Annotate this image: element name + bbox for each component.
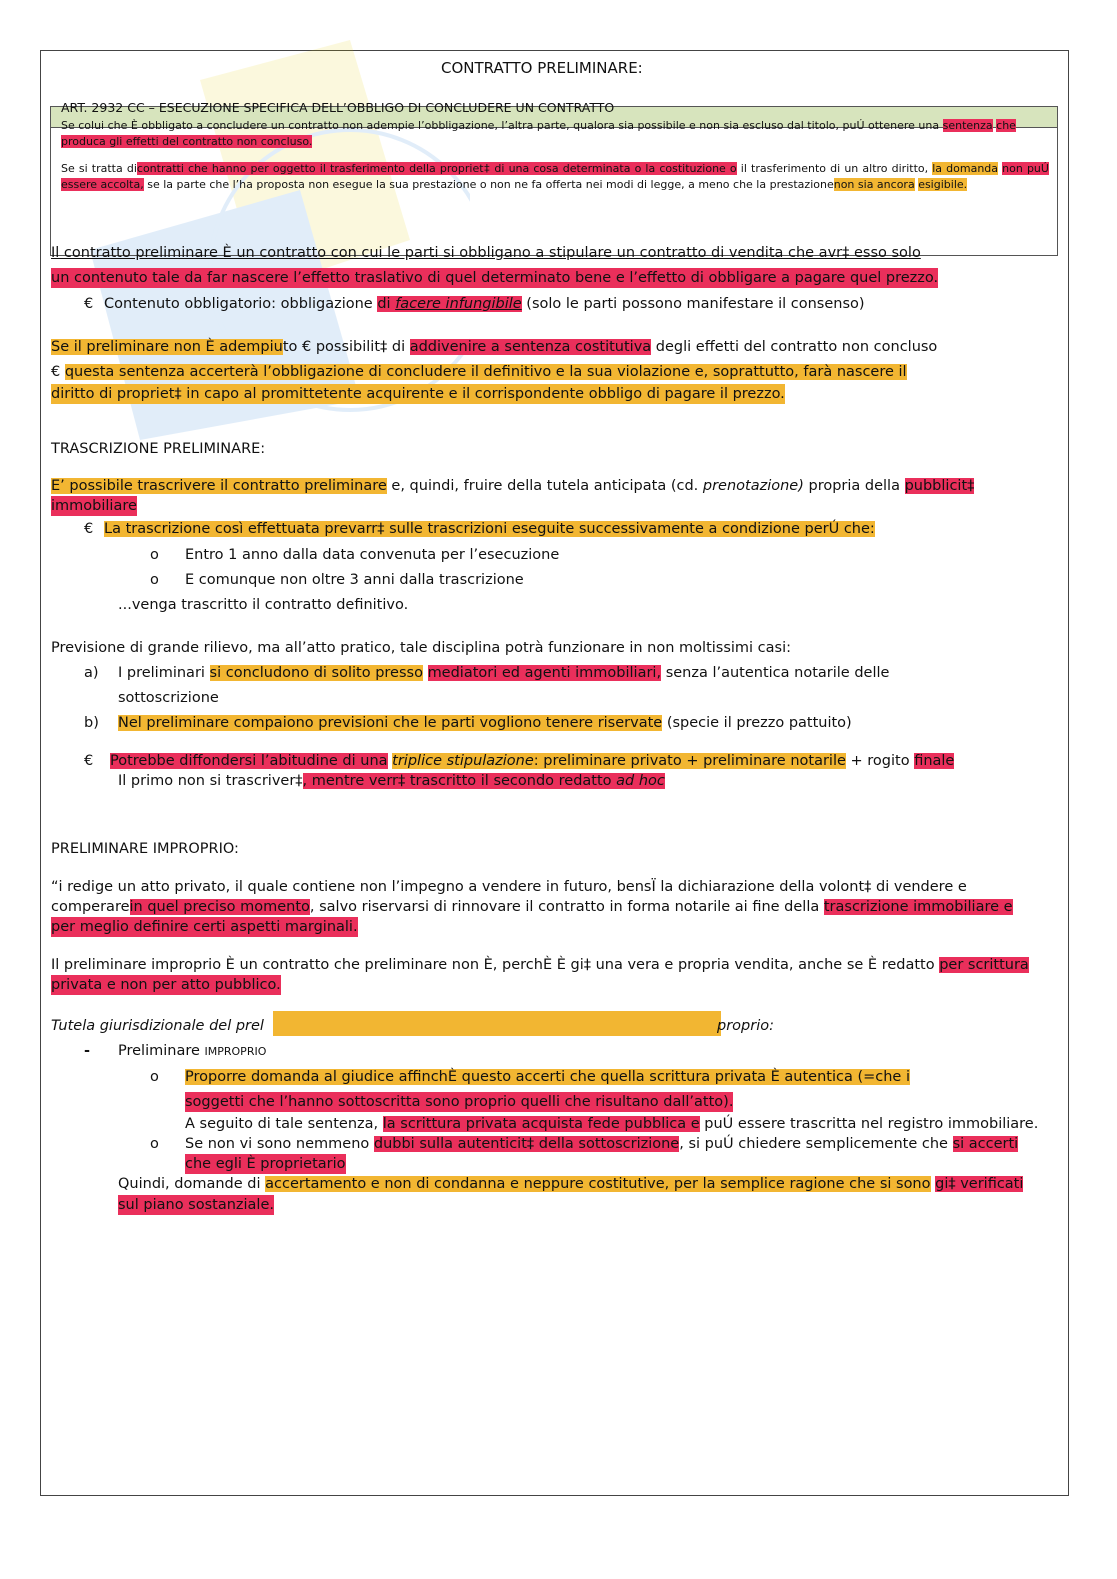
improprio-heading: PRELIMINARE IMPROPRIO: <box>51 841 239 857</box>
improprio-sub-1 <box>150 1067 910 1087</box>
art-p2-highlight: contratti che hanno per oggetto il trasferimento della propriet‡ di una cosa determinata o la costituzione o <box>136 162 737 175</box>
article-paragraph-2 <box>61 161 1049 193</box>
article-paragraph-1 <box>61 118 1049 150</box>
trascrizione-after: ...venga trascritto il contratto definitivo. <box>118 597 409 613</box>
trascrizione-italic: prenotazione) <box>702 478 804 494</box>
circle-bullet-icon: o <box>150 547 159 563</box>
adempimento-line-3: diritto di propriet‡ in capo al promittetente acquirente e il corrispondente obbligo di pagare il prezzo. <box>51 386 785 402</box>
previsione-c <box>84 751 954 771</box>
previsione-a-text-2: senza l’autentica notarile delle <box>665 665 890 681</box>
art-p1-highlight-2: che produca gli effetti del contratto non concluso. <box>61 119 1016 148</box>
improprio-p1-l1: “i redige un atto privato, il quale contiene non l’impegno a vendere in futuro, bensÏ la dichiarazione della volont‡ di vendere e <box>51 879 967 895</box>
quindi-highlight-2: gi‡ verificati <box>935 1176 1024 1192</box>
adempimento-highlight-2: addivenire a sentenza costitutiva <box>409 339 652 355</box>
art-p2-highlight-5: esigibile. <box>918 178 968 191</box>
previsione-d-italic: ad hoc <box>616 773 665 789</box>
trascrizione-sub-2-text: E comunque non oltre 3 anni dalla trascrizione <box>185 572 524 588</box>
adempimento-line-2 <box>51 362 907 382</box>
previsione-d <box>118 771 665 791</box>
improprio-sub-1-highlight-2: la scrittura privata acquista fede pubblica e <box>382 1116 700 1132</box>
improprio-sub-1-text-2: puÚ essere trascritta nel registro immobiliare. <box>704 1116 1039 1132</box>
art-p2-highlight-4: non sia ancora <box>833 178 915 191</box>
improprio-p2-highlight: per scrittura <box>939 957 1029 973</box>
quindi-line-1 <box>118 1174 1023 1194</box>
euro-bullet-icon-3: € <box>84 521 94 537</box>
quindi-highlight-1: accertamento e non di condanna e neppure costitutive, per la semplice ragione che si sono <box>265 1176 931 1192</box>
euro-bullet-icon-4: € <box>84 753 94 769</box>
quindi-text: Quindi, domande di <box>118 1176 261 1192</box>
previsione-c-italic: triplice stipulazione <box>392 753 534 769</box>
adempimento-line-1 <box>51 337 937 357</box>
previsione-a-label: a) <box>84 665 99 681</box>
adempimento-highlight-1: Se il preliminare non È adempiu <box>51 339 283 355</box>
improprio-sub-1-l2: soggetti che l’hanno sottoscritta sono proprio quelli che risultano dall’atto). <box>185 1094 734 1110</box>
art-p2-text-2: il trasferimento di un altro diritto, <box>740 162 929 175</box>
previsione-d-highlight-text: , mentre verr‡ trascritto il secondo redatto <box>302 773 612 789</box>
trascrizione-line-2: immobiliare <box>51 498 137 514</box>
previsione-a-text-1: I preliminari <box>118 665 205 681</box>
previsione-b-highlight: Nel preliminare compaiono previsioni che le parti vogliono tenere riservate <box>118 715 663 731</box>
improprio-p1-highlight-2: trascrizione immobiliare e <box>823 899 1013 915</box>
intro-bullet-tail: (solo le parti possono manifestare il consenso) <box>526 296 865 312</box>
improprio-sub-2 <box>150 1134 1018 1154</box>
trascrizione-sub-1-text: Entro 1 anno dalla data convenuta per l’esecuzione <box>185 547 560 563</box>
improprio-sub-1-highlight: Proporre domanda al giudice affinchÈ questo accerti che quella scrittura privata È autentica (=che i <box>185 1069 910 1085</box>
improprio-item-small: IMPROPRIO <box>204 1045 267 1058</box>
improprio-sub-2-text-2: , si puÚ chiedere semplicemente che <box>679 1136 948 1152</box>
tutela-text: Tutela giurisdizionale del prel <box>51 1018 264 1034</box>
art-p2-text: Se si tratta di <box>61 162 137 175</box>
tutela-line <box>51 1016 264 1036</box>
previsione-d-highlight <box>303 773 665 789</box>
trascrizione-sub-2 <box>150 570 524 590</box>
trascrizione-text-2: propria della <box>808 478 900 494</box>
intro-line-2: un contenuto tale da far nascere l’effetto traslativo di quel determinato bene e l’effetto di obbligare a pagare quel prezzo. <box>51 270 939 286</box>
improprio-sub-2-text: Se non vi sono nemmeno <box>185 1136 370 1152</box>
adempimento-text-2: degli effetti del contratto non concluso <box>655 339 938 355</box>
improprio-sub-1-text: A seguito di tale sentenza, <box>185 1116 379 1132</box>
trascrizione-bullet-highlight: La trascrizione così effettuata prevarr‡ sulle trascrizioni eseguite successivamente a condizione perÚ che: <box>104 521 875 537</box>
previsione-c-text: : preliminare privato + preliminare notarile <box>533 753 846 769</box>
previsione-intro: Previsione di grande rilievo, ma all’atto pratico, tale disciplina potrà funzionare in non moltissimi casi: <box>51 640 792 656</box>
trascrizione-line-1 <box>51 476 974 496</box>
improprio-item <box>84 1041 266 1062</box>
euro-bullet-icon-2: € <box>51 364 61 380</box>
circle-bullet-icon-4: o <box>150 1136 159 1152</box>
previsione-a-cont: sottoscrizione <box>118 690 219 706</box>
art-p2-highlight-2: la domanda <box>932 162 999 175</box>
previsione-c-text-2: + rogito <box>850 753 910 769</box>
intro-bullet-italic: facere infungibile <box>395 296 522 312</box>
previsione-b-label: b) <box>84 715 99 731</box>
redaction-bar <box>273 1011 721 1036</box>
improprio-p1-text-2: , salvo riservarsi di rinnovare il contratto in forma notarile ai fine della <box>309 899 820 915</box>
previsione-c-highlight-1: Potrebbe diffondersi l’abitudine di una <box>110 753 388 769</box>
previsione-a-highlight-2: mediatori ed agenti immobiliari, <box>427 665 662 681</box>
improprio-p1-l3: per meglio definire certi aspetti marginali. <box>51 919 358 935</box>
intro-bullet-di: di <box>377 296 391 312</box>
previsione-d-text: Il primo non si trascriver‡ <box>118 773 303 789</box>
previsione-c-highlight-2 <box>392 753 846 769</box>
improprio-sub-1-l3 <box>185 1114 1038 1134</box>
circle-bullet-icon-3: o <box>150 1069 159 1085</box>
trascrizione-heading: TRASCRIZIONE PRELIMINARE: <box>51 441 266 457</box>
improprio-p1-highlight-1: in quel preciso momento <box>129 899 310 915</box>
adempimento-highlight-3: questa sentenza accerterà l’obbligazione di concludere il definitivo e la sua violazione e, soprattutto, farà nascere il <box>64 364 907 380</box>
circle-bullet-icon-2: o <box>150 572 159 588</box>
art-p2-text-3: se la parte che l’ha proposta non esegue la sua prestazione o non ne fa offerta nei modi di legge, a meno che la prestazione <box>147 178 834 191</box>
adempimento-text-1: to € possibilit‡ di <box>282 339 406 355</box>
art-p1-highlight: sentenza <box>942 119 993 132</box>
trascrizione-highlight-1: E’ possibile trascrivere il contratto preliminare <box>51 478 387 494</box>
trascrizione-sub-1 <box>150 545 559 565</box>
dash-bullet-icon: - <box>84 1043 91 1059</box>
trascrizione-text-1: e, quindi, fruire della tutela anticipata (cd. <box>391 478 699 494</box>
intro-bullet-text: Contenuto obbligatorio: obbligazione <box>104 296 373 312</box>
art-p1-text: Se colui che È obbligato a concludere un contratto non adempie l’obbligazione, l’altra parte, qualora sia possibile e non sia escluso dal titolo, puÚ ottenere una <box>61 119 940 132</box>
intro-bullet-highlight <box>377 296 521 312</box>
previsione-a <box>84 663 889 683</box>
improprio-sub-2-highlight-1: dubbi sulla autenticit‡ della sottoscrizione <box>373 1136 680 1152</box>
improprio-p1-l2 <box>51 897 1013 917</box>
improprio-p2-l2: privata e non per atto pubblico. <box>51 977 281 993</box>
improprio-sub-2-highlight-2: si accerti <box>952 1136 1019 1152</box>
intro-line-1: Il contratto preliminare È un contratto con cui le parti si obbligano a stipulare un contratto di vendita che avr‡ esso solo <box>51 245 921 261</box>
improprio-p1-text: comperare <box>51 899 130 915</box>
intro-bullet <box>84 294 865 314</box>
improprio-sub-2-l2: che egli È proprietario <box>185 1156 346 1172</box>
improprio-p2-l1 <box>51 955 1029 975</box>
trascrizione-bullet <box>84 519 875 539</box>
previsione-a-highlight-1: si concludono di solito presso <box>209 665 423 681</box>
improprio-item-text: Preliminare <box>118 1043 200 1059</box>
tutela-tail: proprio: <box>717 1018 774 1034</box>
previsione-b <box>84 713 852 733</box>
previsione-c-highlight-3: finale <box>914 753 955 769</box>
page-title: CONTRATTO PRELIMINARE: <box>441 59 643 77</box>
euro-bullet-icon: € <box>84 296 94 312</box>
quindi-line-2: sul piano sostanziale. <box>118 1197 274 1213</box>
art-p2-highlight-3: non puÚ essere accolta, <box>61 162 1049 191</box>
article-heading: ART. 2932 CC – ESECUZIONE SPECIFICA DELL’OBBLIGO DI CONCLUDERE UN CONTRATTO <box>61 100 615 115</box>
improprio-p2-text: Il preliminare improprio È un contratto che preliminare non È, perchÈ È gi‡ una vera e propria vendita, anche se È redatto <box>51 957 935 973</box>
previsione-b-text: (specie il prezzo pattuito) <box>666 715 852 731</box>
trascrizione-highlight-2: pubblicit‡ <box>904 478 975 494</box>
